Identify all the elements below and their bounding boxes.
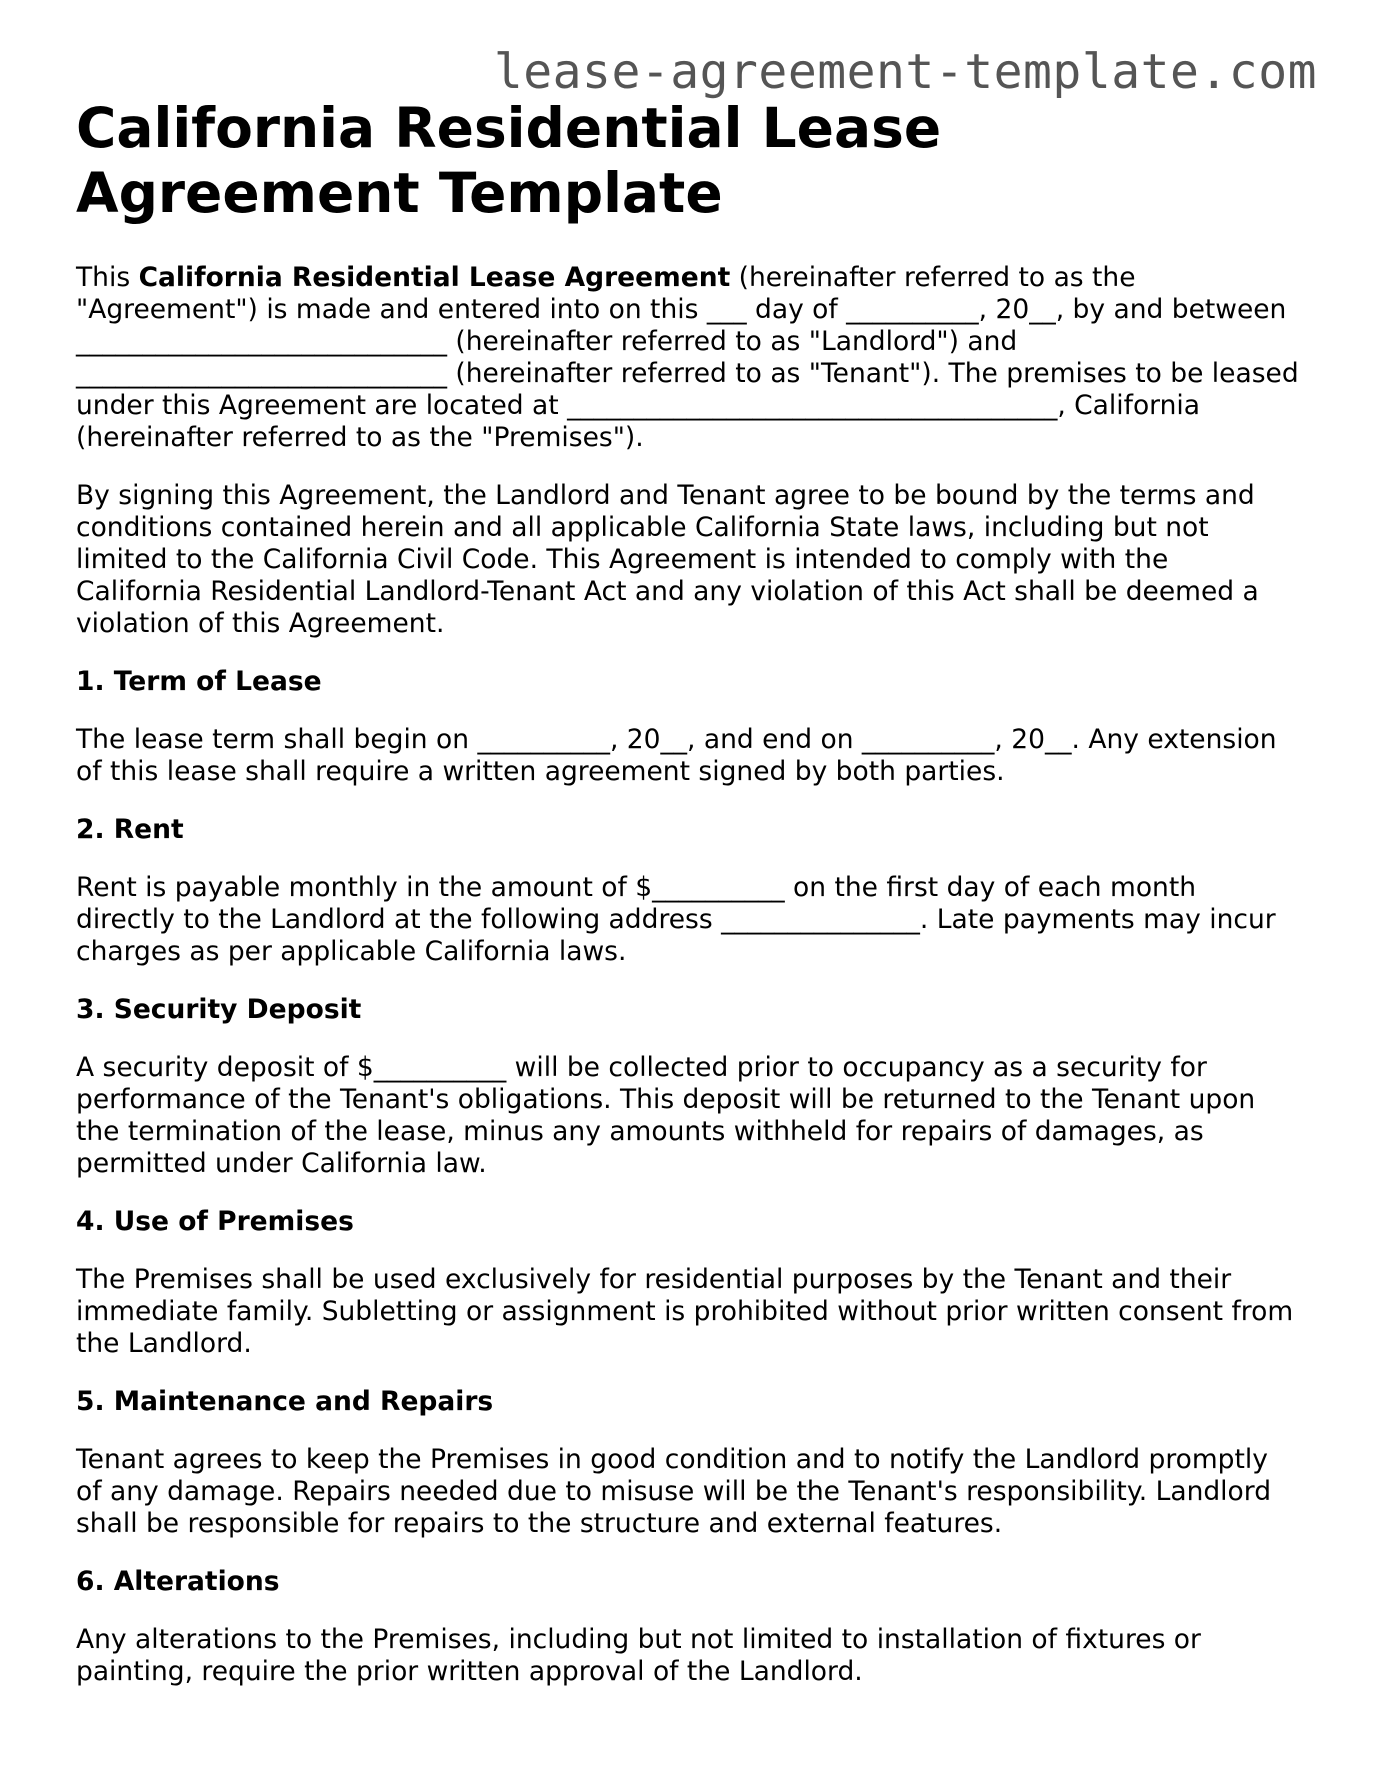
- section-rent: [76, 814, 1301, 968]
- section-alterations: [76, 1566, 1301, 1688]
- section-heading: 5. Maintenance and Repairs: [76, 1386, 494, 1417]
- intro-prefix: This: [76, 262, 139, 293]
- binding-paragraph: By signing this Agreement, the Landlord and Tenant agree to be bound by the terms and conditions contained herein and all applicable California State laws, including but not limited to the California Civil Code. This Agreement is intended to comply with the California Residential Landlord-Tenant Act and any violation of this Act shall be deemed a violation of this Agreement.: [76, 480, 1259, 639]
- section-heading: 2. Rent: [76, 814, 184, 845]
- section-body: Tenant agrees to keep the Premises in good condition and to notify the Landlord promptly of any damage. Repairs needed due to misuse will be the Tenant's responsibility. Landlord shall be responsible for repairs to the structure and external features.: [76, 1444, 1272, 1539]
- section-heading: 1. Term of Lease: [76, 666, 322, 697]
- document-body: [76, 96, 1301, 1688]
- section-heading: 3. Security Deposit: [76, 994, 362, 1025]
- section-maintenance-and-repairs: [76, 1386, 1301, 1540]
- document-title: California Residential Lease Agreement Template: [76, 96, 942, 225]
- section-body: Rent is payable monthly in the amount of $__________ on the first day of each month directly to the Landlord at the following address _______________. Late payments may incur charges as per applicable California laws.: [76, 872, 1276, 967]
- section-use-of-premises: [76, 1206, 1301, 1360]
- section-body: A security deposit of $__________ will be collected prior to occupancy as a security for performance of the Tenant's obligations. This deposit will be returned to the Tenant upon the termination of the lease, minus any amounts withheld for repairs of damages, as permitted under California law.: [76, 1052, 1256, 1179]
- section-heading: 4. Use of Premises: [76, 1206, 354, 1237]
- section-body: The lease term shall begin on __________, 20__, and end on __________, 20__. Any extension of this lease shall require a written agreement signed by both parties.: [76, 724, 1277, 787]
- section-heading: 6. Alterations: [76, 1566, 280, 1597]
- watermark: lease-agreement-template.com: [493, 44, 1317, 100]
- intro-rest: (hereinafter referred to as the "Agreement") is made and entered into on this ___ day of __________, 20__, by and between ____________________________ (hereinafter referred to as "Landlord") and ____________________________ (hereinafter referred to as "Tenant"). The premises to be leased under this Agreement are located at _____________________________________, California (hereinafter referred to as the "Premises").: [76, 262, 1299, 453]
- section-security-deposit: [76, 994, 1301, 1180]
- intro-bold-term: California Residential Lease Agreement: [138, 262, 731, 293]
- section-body: The Premises shall be used exclusively for residential purposes by the Tenant and their immediate family. Subletting or assignment is prohibited without prior written consent from the Landlord.: [76, 1264, 1294, 1359]
- section-term-of-lease: [76, 666, 1301, 788]
- section-body: Any alterations to the Premises, including but not limited to installation of fixtures or painting, require the prior written approval of the Landlord.: [76, 1624, 1201, 1687]
- intro-paragraph: [76, 262, 1301, 454]
